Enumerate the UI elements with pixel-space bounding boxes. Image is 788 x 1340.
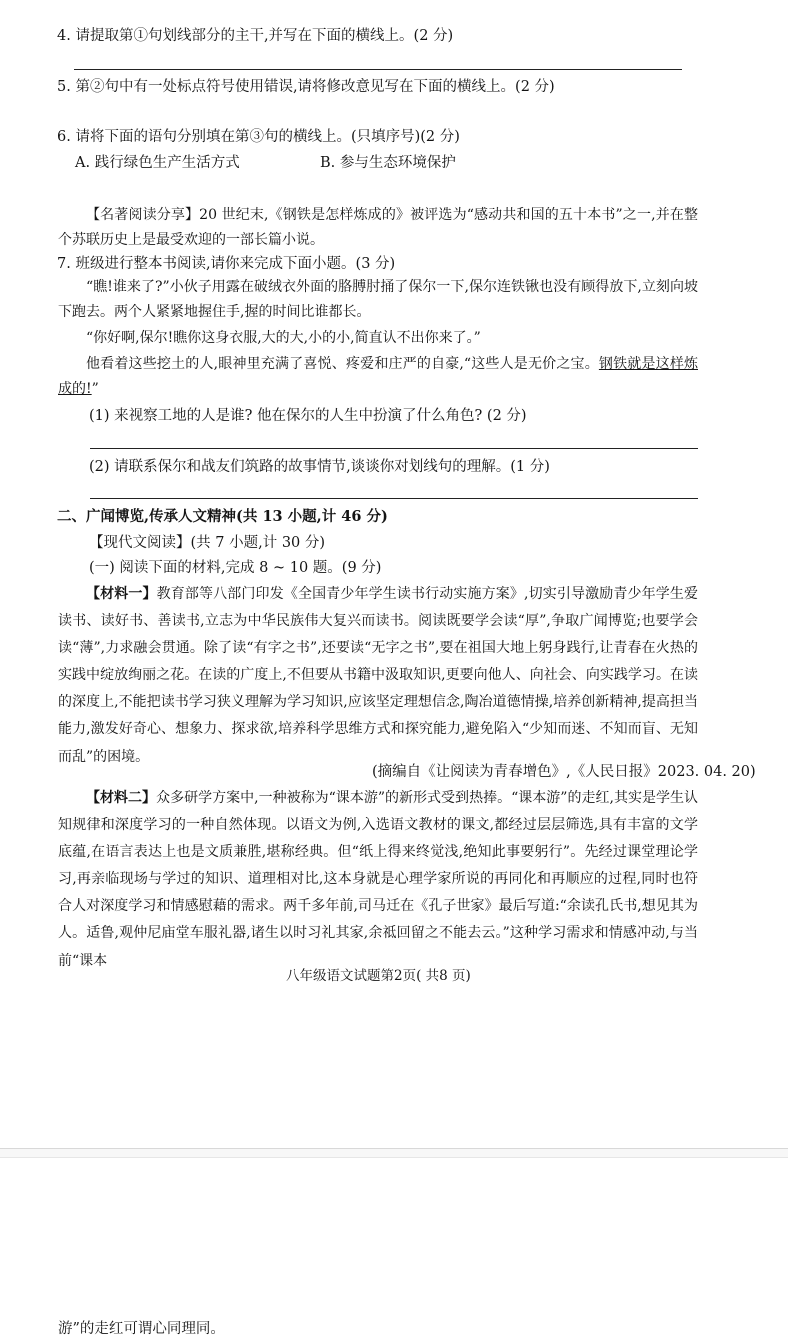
material-1-label: 【材料一】 — [86, 586, 157, 602]
answer-line-q7-1[interactable] — [90, 448, 698, 449]
q7-passage-p2: “你好啊,保尔!瞧你这身衣服,大的大,小的小,简直认不出你来了。” — [86, 330, 481, 346]
page-footer: 八年级语文试题第2页( 共8 页) — [286, 968, 471, 984]
answer-line-q7-2[interactable] — [90, 498, 698, 499]
q7-passage-p3 — [58, 352, 698, 402]
option-b: B. 参与生态环境保护 — [320, 155, 456, 171]
modern-reading-heading: 【现代文阅读】(共 7 小题,计 30 分) — [89, 535, 326, 551]
material-2-text: 众多研学方案中,一种被称为“课本游”的新形式受到热捧。“课本游”的走红,其实是学生认知规律和深度学习的一种自然体现。以语文为例,入选语文教材的课文,都经过层层筛选,具有丰富的文学底蕴,在语言表达上也是文质兼胜,堪称经典。但“纸上得来终觉浅,绝知此事要躬行”。先经过课堂理论学习,再亲临现场与学过的知识、道理相对比,这本身就是心理学家所说的再同化和再顺应的过程,同时也符合人对深度学习和情感慰藉的需求。两千多年前,司马迁在《孔子世家》最后写道:“余读孔氏书,想见其为人。适鲁,观仲尼庙堂车服礼器,诸生以时习礼其家,余祗回留之不能去云。”这种学习需求和情感冲动,与当前“课本 — [58, 790, 699, 969]
material-1-text: 教育部等八部门印发《全国青少年学生读书行动实施方案》,切实引导激励青少年学生爱读书、读好书、善读书,立志为中华民族伟大复兴而读书。阅读既要学会读“厚”,争取广闻博览;也要学会读“薄”,力求融会贯通。除了读“有字之书”,还要读“无字之书”,要在祖国大地上躬身践行,让青春在火热的实践中绽放绚丽之花。在读的广度上,不但要从书籍中汲取知识,更要向他人、向社会、向实践学习。在读的深度上,不能把读书学习狭义理解为学习知识,应该坚定理想信念,陶冶道德情操,培养创新精神,提高担当能力,激发好奇心、想象力、探求欲,培养科学思维方式和探究能力,避免陷入“少知而迷、不知而盲、无知而乱”的困境。 — [58, 586, 699, 765]
q7-sub-question-1: (1) 来视察工地的人是谁? 他在保尔的人生中扮演了什么角色? (2 分) — [89, 408, 527, 424]
q7-p3-underlined: 钢铁就是这样炼成的! — [58, 356, 698, 397]
question-6: 6. 请将下面的语句分别填在第③句的横线上。(只填序号)(2 分) — [57, 129, 460, 145]
question-5: 5. 第②句中有一处标点符号使用错误,请将修改意见写在下面的横线上。(2 分) — [57, 79, 555, 95]
material-2-label: 【材料二】 — [86, 790, 157, 806]
material-1-source: (摘编自《让阅读为青春增色》,《人民日报》2023. 04. 20) — [372, 764, 756, 780]
section-2-title: 二、广闻博览,传承人文精神(共 13 小题,计 46 分) — [57, 508, 388, 525]
famous-book-share: 【名著阅读分享】20 世纪末,《钢铁是怎样炼成的》被评选为“感动共和国的五十本书”之一,并在整个苏联历史上是最受欢迎的一部长篇小说。 — [58, 207, 698, 248]
material-2 — [58, 785, 698, 975]
question-7-title: 7. 班级进行整本书阅读,请你来完成下面小题。(3 分) — [57, 256, 396, 272]
material-2-continued: 游”的走红可谓心同理同。 — [58, 1321, 225, 1337]
material-1 — [58, 581, 698, 771]
part-1-heading: (一) 阅读下面的材料,完成 8 ~ 10 题。(9 分) — [89, 560, 382, 576]
q7-passage-p1: “瞧!谁来了?”小伙子用露在破绒衣外面的胳膊肘捅了保尔一下,保尔连铁锹也没有顾得放下,立刻向坡下跑去。两个人紧紧地握住手,握的时间比谁都长。 — [58, 279, 698, 320]
question-4: 4. 请提取第①句划线部分的主干,并写在下面的横线上。(2 分) — [57, 28, 454, 44]
page-break-divider — [0, 1148, 788, 1158]
q7-p3-text: 他看着这些挖土的人,眼神里充满了喜悦、疼爱和庄严的自豪,“这些人是无价之宝。 — [86, 356, 599, 372]
option-a: A. 践行绿色生产生活方式 — [75, 155, 240, 171]
question-6-options — [75, 153, 456, 173]
q7-sub-question-2: (2) 请联系保尔和战友们筑路的故事情节,谈谈你对划线句的理解。(1 分) — [89, 459, 550, 475]
answer-line-q4[interactable] — [74, 69, 682, 70]
q7-p3-end: ” — [91, 381, 99, 397]
